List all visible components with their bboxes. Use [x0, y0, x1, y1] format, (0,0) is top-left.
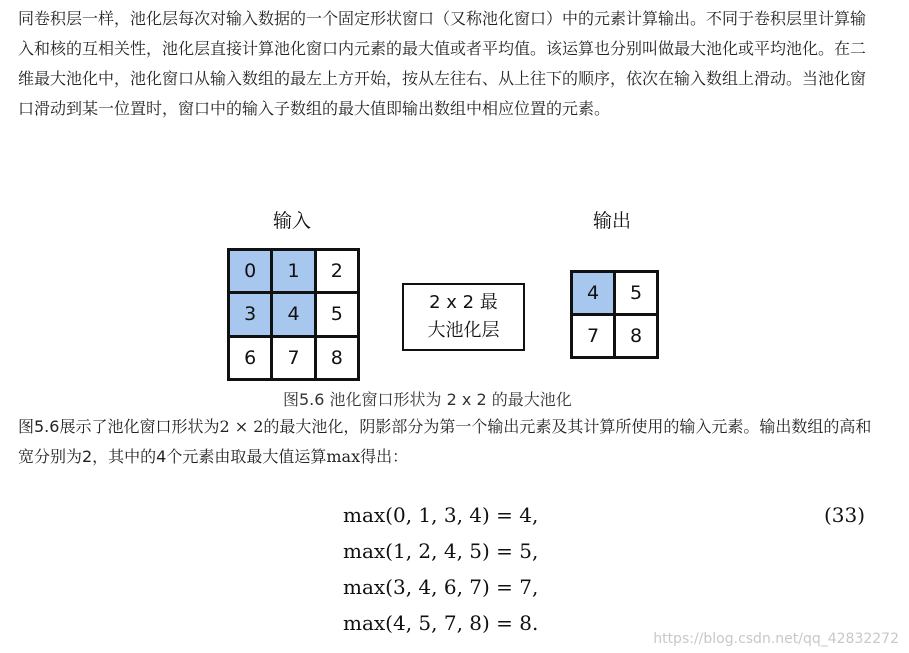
inline-math-max: max [326, 447, 361, 466]
equation-block [343, 497, 538, 641]
input-array-grid [227, 248, 360, 381]
output-array-grid [570, 270, 659, 359]
explanation-paragraph [18, 412, 878, 472]
operator-line-2: 大池化层 [427, 320, 500, 341]
explanation-text-2: 的最大池化，阴影部分为第一个输出元素及其计算所使用的输入元素。输出数组的高和宽分别为2，其中的4个元素由取最大值运算 [18, 417, 872, 466]
input-cell: 5 [317, 294, 357, 334]
watermark-text: https://blog.csdn.net/qq_42832272 [653, 631, 899, 647]
figure-caption: 图5.6 池化窗口形状为 2 x 2 的最大池化 [283, 390, 572, 409]
output-label: 输出 [593, 210, 632, 232]
input-cell: 7 [273, 338, 313, 378]
max-pool-operator-box [402, 283, 525, 351]
output-cell: 4 [573, 273, 613, 313]
output-cell: 7 [573, 316, 613, 356]
input-cell: 6 [230, 338, 270, 378]
inline-math-window-size: 2 × 2 [219, 417, 264, 436]
equation-line: max(1, 2, 4, 5) = 5, [343, 539, 539, 563]
input-cell: 4 [273, 294, 313, 334]
input-cell: 8 [317, 338, 357, 378]
input-cell: 0 [230, 251, 270, 291]
intro-paragraph: 同卷积层一样，池化层每次对输入数据的一个固定形状窗口（又称池化窗口）中的元素计算输出。不同于卷积层里计算输入和核的互相关性，池化层直接计算池化窗口内元素的最大值或者平均值。该运算也分别叫做最大池化或平均池化。在二维最大池化中，池化窗口从输入数组的最左上方开始，按从左往右、从上往下的顺序，依次在输入数组上滑动。当池化窗口滑动到某一位置时，窗口中的输入子数组的最大值即输出数组中相应位置的元素。 [18, 9, 867, 118]
equation-line: max(4, 5, 7, 8) = 8. [343, 611, 539, 635]
explanation-text-3: 得出： [360, 447, 409, 466]
input-label: 输入 [273, 210, 312, 232]
equation-line: max(3, 4, 6, 7) = 7, [343, 575, 539, 599]
input-cell: 3 [230, 294, 270, 334]
input-cell: 2 [317, 251, 357, 291]
operator-line-1: 2 x 2 最 [429, 292, 498, 313]
equation-number: (33) [824, 503, 866, 527]
output-cell: 8 [616, 316, 656, 356]
output-cell: 5 [616, 273, 656, 313]
explanation-text-1: 图5.6展示了池化窗口形状为 [18, 417, 220, 436]
input-cell: 1 [273, 251, 313, 291]
equation-line: max(0, 1, 3, 4) = 4, [343, 503, 539, 527]
max-pooling-figure [227, 188, 658, 384]
